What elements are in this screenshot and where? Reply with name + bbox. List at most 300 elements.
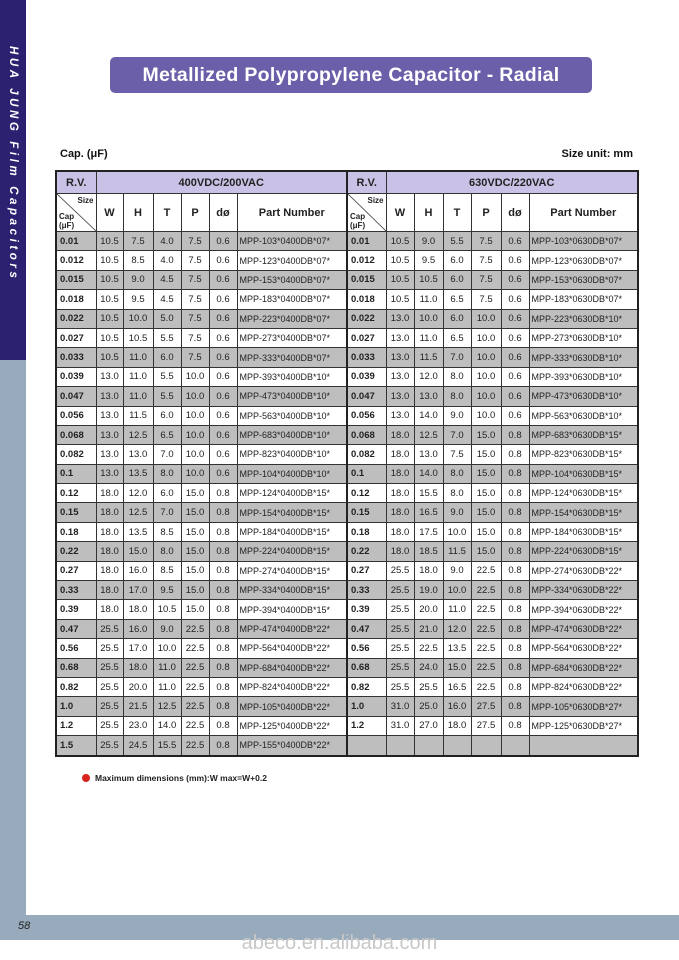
right-cap-cell: 0.56: [347, 639, 386, 658]
right-cap-cell: 0.68: [347, 658, 386, 677]
left-part-number-cell: MPP-125*0400DB*22*: [237, 716, 347, 735]
table-row: [56, 542, 638, 561]
table-row: [56, 716, 638, 735]
left-cap-cell: 1.2: [56, 716, 96, 735]
left-p-cell: 15.0: [181, 561, 209, 580]
right-h-cell: 25.5: [414, 677, 443, 696]
right-part-number-cell: MPP-224*0630DB*15*: [529, 542, 638, 561]
column-header-row: [56, 194, 638, 232]
left-h-cell: 11.0: [123, 348, 153, 367]
left-part-number-cell: MPP-184*0400DB*15*: [237, 522, 347, 541]
left-w-cell: 13.0: [96, 367, 123, 386]
table-row: [56, 522, 638, 541]
right-w-cell: 18.0: [386, 425, 414, 444]
right-w-cell: 25.5: [386, 658, 414, 677]
left-lead-dia-cell: 0.8: [209, 503, 237, 522]
left-w-cell: 10.5: [96, 232, 123, 251]
right-t-cell: 18.0: [443, 716, 471, 735]
left-cap-cell: 0.082: [56, 445, 96, 464]
cap-label: Cap: [350, 212, 366, 221]
left-cap-cell: 0.018: [56, 290, 96, 309]
right-t-cell: 7.5: [443, 445, 471, 464]
right-part-number-cell: MPP-105*0630DB*27*: [529, 697, 638, 716]
right-w-cell: 10.5: [386, 270, 414, 289]
right-p-cell: 10.0: [471, 328, 501, 347]
left-t-cell: 11.0: [153, 658, 181, 677]
left-cap-cell: 0.068: [56, 425, 96, 444]
right-part-number-cell: [529, 736, 638, 756]
right-p-cell: 22.5: [471, 600, 501, 619]
table-row: [56, 367, 638, 386]
left-cap-cell: 1.5: [56, 736, 96, 756]
left-part-number-cell: MPP-393*0400DB*10*: [237, 367, 347, 386]
right-h-cell: 13.0: [414, 387, 443, 406]
table-row: [56, 251, 638, 270]
left-cap-cell: 0.56: [56, 639, 96, 658]
left-p-cell: 22.5: [181, 619, 209, 638]
left-part-number-cell: MPP-123*0400DB*07*: [237, 251, 347, 270]
right-part-number-cell: MPP-183*0630DB*07*: [529, 290, 638, 309]
right-w-cell: 10.5: [386, 232, 414, 251]
right-lead-dia-cell: 0.8: [501, 677, 529, 696]
right-cap-cell: 0.33: [347, 581, 386, 600]
right-p-cell: 7.5: [471, 270, 501, 289]
left-cap-cell: 0.022: [56, 309, 96, 328]
left-lead-dia-cell: 0.8: [209, 561, 237, 580]
left-cap-cell: 0.15: [56, 503, 96, 522]
left-part-number-cell: MPP-473*0400DB*10*: [237, 387, 347, 406]
right-part-number-cell: MPP-223*0630DB*10*: [529, 309, 638, 328]
right-lead-dia-cell: 0.8: [501, 600, 529, 619]
right-w-cell: 13.0: [386, 348, 414, 367]
right-t-cell: 16.5: [443, 677, 471, 696]
column-header-h: H: [414, 194, 443, 232]
right-part-number-cell: MPP-824*0630DB*22*: [529, 677, 638, 696]
table-row: [56, 387, 638, 406]
left-w-cell: 10.5: [96, 309, 123, 328]
left-cap-cell: 0.056: [56, 406, 96, 425]
left-part-number-cell: MPP-124*0400DB*15*: [237, 484, 347, 503]
table-row: [56, 600, 638, 619]
left-w-cell: 18.0: [96, 561, 123, 580]
right-w-cell: 25.5: [386, 619, 414, 638]
size-label: Size: [77, 196, 94, 205]
left-lead-dia-cell: 0.6: [209, 348, 237, 367]
right-part-number-cell: MPP-154*0630DB*15*: [529, 503, 638, 522]
right-h-cell: 19.0: [414, 581, 443, 600]
left-h-cell: 9.0: [123, 270, 153, 289]
column-header-w: W: [386, 194, 414, 232]
left-h-cell: 11.0: [123, 387, 153, 406]
left-part-number-cell: MPP-823*0400DB*10*: [237, 445, 347, 464]
right-p-cell: 7.5: [471, 290, 501, 309]
right-part-number-cell: MPP-473*0630DB*10*: [529, 387, 638, 406]
right-cap-cell: 0.015: [347, 270, 386, 289]
watermark: abeco.en.alibaba.com: [241, 932, 438, 954]
left-p-cell: 7.5: [181, 309, 209, 328]
column-header-t: T: [153, 194, 181, 232]
size-label: Size: [367, 196, 384, 205]
left-w-cell: 25.5: [96, 658, 123, 677]
right-w-cell: 25.5: [386, 639, 414, 658]
table-row: [56, 464, 638, 483]
left-cap-cell: 0.039: [56, 367, 96, 386]
page-number: 58: [18, 920, 31, 932]
column-header-part-number: Part Number: [237, 194, 347, 232]
right-h-cell: 10.5: [414, 270, 443, 289]
left-t-cell: 11.0: [153, 677, 181, 696]
left-t-cell: 4.0: [153, 251, 181, 270]
right-cap-cell: 0.47: [347, 619, 386, 638]
left-lead-dia-cell: 0.8: [209, 600, 237, 619]
right-t-cell: [443, 736, 471, 756]
left-lead-dia-cell: 0.6: [209, 445, 237, 464]
right-lead-dia-cell: 0.8: [501, 716, 529, 735]
right-t-cell: 6.5: [443, 328, 471, 347]
left-h-cell: 12.0: [123, 484, 153, 503]
right-w-cell: 18.0: [386, 503, 414, 522]
left-p-cell: 22.5: [181, 658, 209, 677]
right-t-cell: 15.0: [443, 658, 471, 677]
right-lead-dia-cell: 0.6: [501, 348, 529, 367]
left-t-cell: 6.0: [153, 484, 181, 503]
cap-header: [59, 212, 74, 230]
left-w-cell: 13.0: [96, 387, 123, 406]
table-body: [56, 232, 638, 756]
table-row: [56, 309, 638, 328]
left-lead-dia-cell: 0.6: [209, 328, 237, 347]
left-p-cell: 7.5: [181, 328, 209, 347]
rating-header-row: [56, 171, 638, 194]
left-cap-cell: 0.22: [56, 542, 96, 561]
left-lead-dia-cell: 0.6: [209, 270, 237, 289]
right-h-cell: 15.5: [414, 484, 443, 503]
left-p-cell: 10.0: [181, 367, 209, 386]
right-h-cell: 10.0: [414, 309, 443, 328]
right-h-cell: 12.5: [414, 425, 443, 444]
right-h-cell: [414, 736, 443, 756]
right-h-cell: 20.0: [414, 600, 443, 619]
right-part-number-cell: MPP-683*0630DB*15*: [529, 425, 638, 444]
right-lead-dia-cell: 0.8: [501, 445, 529, 464]
right-t-cell: 6.0: [443, 251, 471, 270]
right-w-cell: 25.5: [386, 600, 414, 619]
left-t-cell: 6.0: [153, 406, 181, 425]
left-w-cell: 13.0: [96, 406, 123, 425]
right-cap-cell: 0.047: [347, 387, 386, 406]
right-cap-cell: 1.0: [347, 697, 386, 716]
left-w-cell: 18.0: [96, 503, 123, 522]
left-w-cell: 13.0: [96, 445, 123, 464]
right-w-cell: 25.5: [386, 581, 414, 600]
right-part-number-cell: MPP-153*0630DB*07*: [529, 270, 638, 289]
table-row: [56, 445, 638, 464]
table-row: [56, 270, 638, 289]
table-row: [56, 736, 638, 756]
cap-unit: (μF): [350, 221, 366, 230]
left-cap-cell: 0.39: [56, 600, 96, 619]
right-t-cell: 9.0: [443, 503, 471, 522]
right-cap-cell: 0.056: [347, 406, 386, 425]
left-t-cell: 5.5: [153, 367, 181, 386]
left-part-number-cell: MPP-154*0400DB*15*: [237, 503, 347, 522]
left-cap-cell: 0.47: [56, 619, 96, 638]
right-p-cell: 15.0: [471, 542, 501, 561]
table-row: [56, 561, 638, 580]
left-w-cell: 10.5: [96, 251, 123, 270]
right-t-cell: 12.0: [443, 619, 471, 638]
left-h-cell: 18.0: [123, 600, 153, 619]
column-header-lead-dia: dø: [501, 194, 529, 232]
left-part-number-cell: MPP-684*0400DB*22*: [237, 658, 347, 677]
left-lead-dia-cell: 0.6: [209, 290, 237, 309]
right-cap-cell: 0.15: [347, 503, 386, 522]
left-p-cell: 7.5: [181, 232, 209, 251]
left-cap-cell: 0.12: [56, 484, 96, 503]
left-p-cell: 15.0: [181, 503, 209, 522]
right-p-cell: 10.0: [471, 367, 501, 386]
right-p-cell: 27.5: [471, 716, 501, 735]
right-t-cell: 5.5: [443, 232, 471, 251]
left-cap-cell: 0.047: [56, 387, 96, 406]
right-lead-dia-cell: 0.8: [501, 658, 529, 677]
note-text: Maximum dimensions (mm):W max=W+0.2: [95, 773, 267, 783]
right-cap-cell: 0.022: [347, 309, 386, 328]
left-t-cell: 5.5: [153, 328, 181, 347]
left-lead-dia-cell: 0.8: [209, 484, 237, 503]
right-cap-cell: 0.01: [347, 232, 386, 251]
right-part-number-cell: MPP-334*0630DB*22*: [529, 581, 638, 600]
right-h-cell: 16.5: [414, 503, 443, 522]
right-p-cell: 22.5: [471, 658, 501, 677]
page-title: Metallized Polypropylene Capacitor - Radial: [110, 57, 592, 93]
left-h-cell: 7.5: [123, 232, 153, 251]
right-lead-dia-cell: 0.8: [501, 425, 529, 444]
left-p-cell: 7.5: [181, 270, 209, 289]
right-cap-cell: 0.018: [347, 290, 386, 309]
right-p-cell: 22.5: [471, 639, 501, 658]
left-p-cell: 7.5: [181, 290, 209, 309]
left-lead-dia-cell: 0.8: [209, 522, 237, 541]
left-h-cell: 17.0: [123, 581, 153, 600]
right-part-number-cell: MPP-125*0630DB*27*: [529, 716, 638, 735]
right-cap-cell: 0.039: [347, 367, 386, 386]
right-lead-dia-cell: [501, 736, 529, 756]
column-header-part-number: Part Number: [529, 194, 638, 232]
left-h-cell: 12.5: [123, 503, 153, 522]
left-p-cell: 10.0: [181, 406, 209, 425]
right-part-number-cell: MPP-333*0630DB*10*: [529, 348, 638, 367]
right-h-cell: 25.0: [414, 697, 443, 716]
left-p-cell: 10.0: [181, 464, 209, 483]
right-w-cell: 10.5: [386, 290, 414, 309]
left-h-cell: 13.5: [123, 522, 153, 541]
left-part-number-cell: MPP-105*0400DB*22*: [237, 697, 347, 716]
left-part-number-cell: MPP-563*0400DB*10*: [237, 406, 347, 425]
left-h-cell: 8.5: [123, 251, 153, 270]
table-row: [56, 619, 638, 638]
left-h-cell: 21.5: [123, 697, 153, 716]
right-lead-dia-cell: 0.8: [501, 619, 529, 638]
right-cap-cell: 0.012: [347, 251, 386, 270]
right-t-cell: 6.0: [443, 309, 471, 328]
column-header-w: W: [96, 194, 123, 232]
left-t-cell: 10.0: [153, 639, 181, 658]
right-h-cell: 9.5: [414, 251, 443, 270]
left-part-number-cell: MPP-824*0400DB*22*: [237, 677, 347, 696]
left-p-cell: 7.5: [181, 251, 209, 270]
right-w-cell: 10.5: [386, 251, 414, 270]
right-t-cell: 7.0: [443, 348, 471, 367]
left-t-cell: 7.0: [153, 503, 181, 522]
left-cap-cell: 0.27: [56, 561, 96, 580]
left-p-cell: 22.5: [181, 736, 209, 756]
left-part-number-cell: MPP-334*0400DB*15*: [237, 581, 347, 600]
left-t-cell: 7.0: [153, 445, 181, 464]
left-w-cell: 25.5: [96, 697, 123, 716]
left-h-cell: 16.0: [123, 619, 153, 638]
left-t-cell: 8.0: [153, 464, 181, 483]
left-p-cell: 10.0: [181, 425, 209, 444]
right-lead-dia-cell: 0.6: [501, 232, 529, 251]
right-t-cell: 11.5: [443, 542, 471, 561]
left-p-cell: 15.0: [181, 484, 209, 503]
table-row: [56, 484, 638, 503]
right-lead-dia-cell: 0.6: [501, 328, 529, 347]
right-w-cell: 18.0: [386, 542, 414, 561]
left-part-number-cell: MPP-474*0400DB*22*: [237, 619, 347, 638]
table-row: [56, 290, 638, 309]
left-t-cell: 14.0: [153, 716, 181, 735]
left-p-cell: 15.0: [181, 600, 209, 619]
right-lead-dia-cell: 0.6: [501, 270, 529, 289]
left-h-cell: 24.5: [123, 736, 153, 756]
right-part-number-cell: MPP-394*0630DB*22*: [529, 600, 638, 619]
capacitance-unit-label: Cap. (μF): [60, 148, 108, 160]
right-part-number-cell: MPP-273*0630DB*10*: [529, 328, 638, 347]
column-header-p: P: [181, 194, 209, 232]
left-lead-dia-cell: 0.6: [209, 406, 237, 425]
right-part-number-cell: MPP-124*0630DB*15*: [529, 484, 638, 503]
cap-label: Cap: [59, 212, 75, 221]
left-cap-cell: 0.82: [56, 677, 96, 696]
right-lead-dia-cell: 0.8: [501, 561, 529, 580]
column-header-p: P: [471, 194, 501, 232]
right-part-number-cell: MPP-823*0630DB*15*: [529, 445, 638, 464]
left-h-cell: 11.0: [123, 367, 153, 386]
left-part-number-cell: MPP-394*0400DB*15*: [237, 600, 347, 619]
right-cap-cell: 0.82: [347, 677, 386, 696]
table-row: [56, 658, 638, 677]
right-part-number-cell: MPP-474*0630DB*22*: [529, 619, 638, 638]
left-part-number-cell: MPP-183*0400DB*07*: [237, 290, 347, 309]
left-part-number-cell: MPP-153*0400DB*07*: [237, 270, 347, 289]
right-lead-dia-cell: 0.6: [501, 406, 529, 425]
brand-vertical-text: HUA JUNG Film Capacitors: [7, 46, 19, 282]
left-lead-dia-cell: 0.6: [209, 425, 237, 444]
right-cap-cell: 0.18: [347, 522, 386, 541]
left-p-cell: 22.5: [181, 716, 209, 735]
left-h-cell: 10.0: [123, 309, 153, 328]
table-row: [56, 232, 638, 251]
left-lead-dia-cell: 0.6: [209, 464, 237, 483]
right-p-cell: 10.0: [471, 348, 501, 367]
left-part-number-cell: MPP-223*0400DB*07*: [237, 309, 347, 328]
capacitor-spec-table: [55, 170, 639, 757]
left-w-cell: 10.5: [96, 328, 123, 347]
left-lead-dia-cell: 0.6: [209, 309, 237, 328]
cap-header: [350, 212, 365, 230]
right-w-cell: 31.0: [386, 697, 414, 716]
right-lead-dia-cell: 0.8: [501, 639, 529, 658]
left-h-cell: 23.0: [123, 716, 153, 735]
right-cap-cell: 0.082: [347, 445, 386, 464]
left-cap-cell: 0.1: [56, 464, 96, 483]
right-rating: 630VDC/220VAC: [386, 171, 638, 194]
right-lead-dia-cell: 0.6: [501, 309, 529, 328]
left-t-cell: 5.5: [153, 387, 181, 406]
right-p-cell: 15.0: [471, 464, 501, 483]
right-lead-dia-cell: 0.8: [501, 464, 529, 483]
left-h-cell: 17.0: [123, 639, 153, 658]
left-t-cell: 8.0: [153, 542, 181, 561]
left-lead-dia-cell: 0.8: [209, 658, 237, 677]
left-p-cell: 22.5: [181, 639, 209, 658]
table-row: [56, 328, 638, 347]
right-p-cell: 15.0: [471, 503, 501, 522]
left-w-cell: 13.0: [96, 425, 123, 444]
left-w-cell: 25.5: [96, 639, 123, 658]
left-w-cell: 18.0: [96, 484, 123, 503]
right-w-cell: 13.0: [386, 406, 414, 425]
left-lead-dia-cell: 0.6: [209, 251, 237, 270]
right-lead-dia-cell: 0.8: [501, 503, 529, 522]
sidebar-lower-band: [0, 360, 26, 940]
right-t-cell: 8.0: [443, 484, 471, 503]
right-cap-cell: 0.1: [347, 464, 386, 483]
left-lead-dia-cell: 0.8: [209, 542, 237, 561]
left-t-cell: 4.5: [153, 290, 181, 309]
left-part-number-cell: MPP-274*0400DB*15*: [237, 561, 347, 580]
left-cap-cell: 0.68: [56, 658, 96, 677]
left-p-cell: 10.0: [181, 387, 209, 406]
right-t-cell: 6.0: [443, 270, 471, 289]
left-p-cell: 22.5: [181, 697, 209, 716]
right-p-cell: 7.5: [471, 232, 501, 251]
right-cap-cell: 0.027: [347, 328, 386, 347]
right-w-cell: 31.0: [386, 716, 414, 735]
left-w-cell: 25.5: [96, 736, 123, 756]
left-t-cell: 8.5: [153, 561, 181, 580]
left-p-cell: 15.0: [181, 542, 209, 561]
right-w-cell: [386, 736, 414, 756]
left-lead-dia-cell: 0.8: [209, 639, 237, 658]
right-w-cell: 13.0: [386, 309, 414, 328]
right-p-cell: 10.0: [471, 406, 501, 425]
left-w-cell: 25.5: [96, 619, 123, 638]
right-p-cell: 22.5: [471, 619, 501, 638]
left-cap-cell: 0.33: [56, 581, 96, 600]
right-h-cell: 14.0: [414, 464, 443, 483]
right-part-number-cell: MPP-563*0630DB*10*: [529, 406, 638, 425]
right-part-number-cell: MPP-274*0630DB*22*: [529, 561, 638, 580]
cap-unit: (μF): [59, 221, 75, 230]
left-h-cell: 10.5: [123, 328, 153, 347]
left-p-cell: 15.0: [181, 581, 209, 600]
right-cap-cell: 0.068: [347, 425, 386, 444]
left-part-number-cell: MPP-564*0400DB*22*: [237, 639, 347, 658]
right-cap-cell: 1.2: [347, 716, 386, 735]
